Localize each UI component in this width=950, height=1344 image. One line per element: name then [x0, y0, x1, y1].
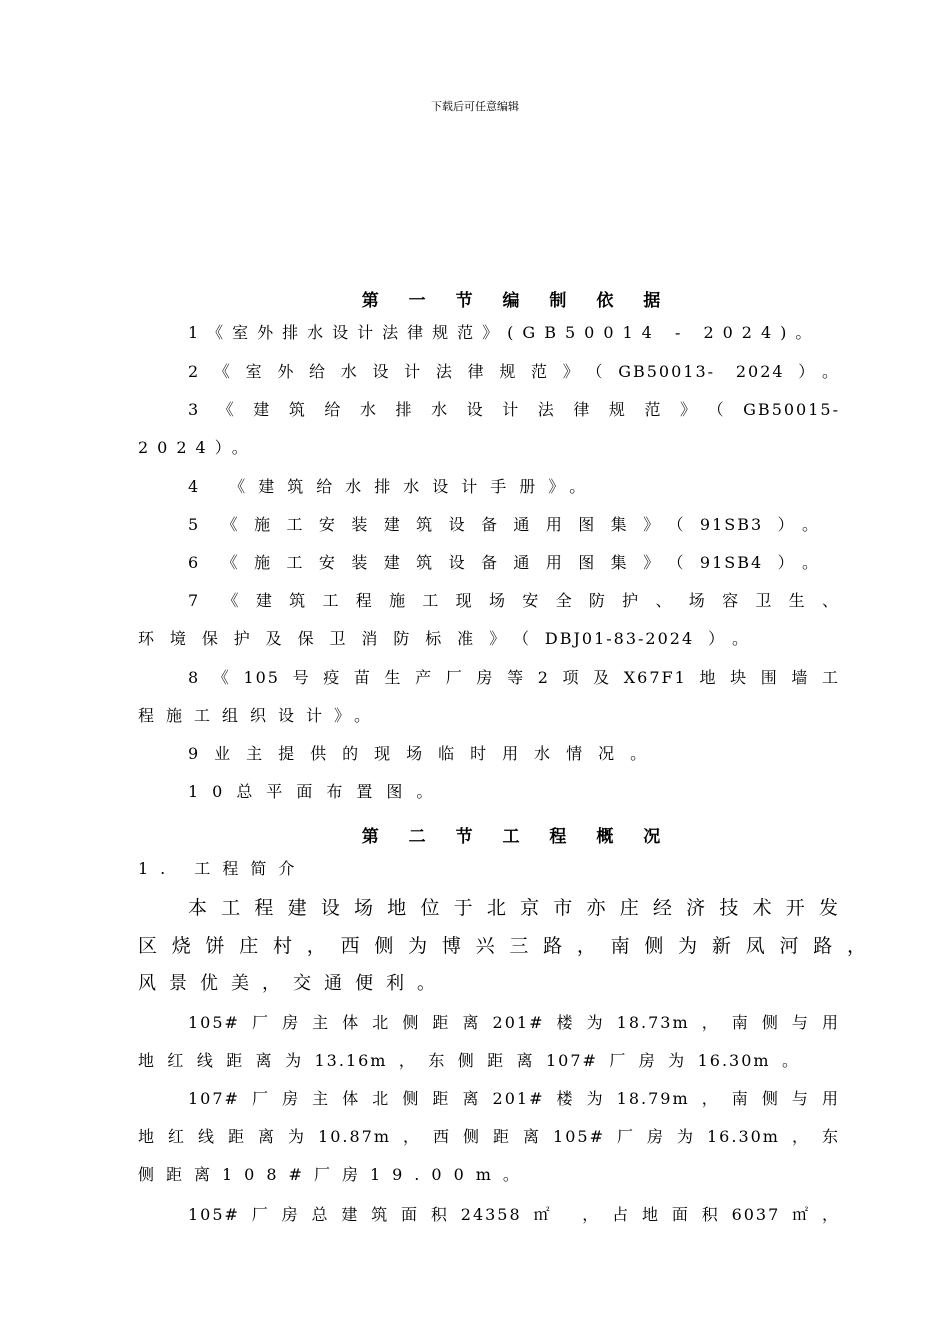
item-10: 10总平面布置图。: [188, 782, 447, 801]
paragraph-line-4: 105#厂房主体北侧距离201#楼为18.73m，南侧与用: [188, 1013, 840, 1032]
item-3: 3《建筑给水排水设计法律规范》（GB50015-: [188, 400, 840, 419]
section1-title: 第 一 节 编 制 依 据: [361, 291, 673, 311]
paragraph-line-3: 风景优美，交通便利。: [138, 973, 448, 994]
item-8-cont: 程施工组织设计》。: [138, 706, 383, 725]
paragraph-line-6: 107#厂房主体北侧距离201#楼为18.79m，南侧与用: [188, 1089, 840, 1108]
paragraph-line-5: 地红线距离为13.16m，东侧距离107#厂房为16.30m。: [138, 1051, 800, 1070]
paragraph-line-9: 105#厂房总建筑面积24358㎡ ，占地面积6037㎡，: [188, 1205, 840, 1224]
section2-title: 第 二 节 工 程 概 况: [361, 827, 673, 847]
paragraph-line-1: 本工程建设场地位于北京市亦庄经济技术开发: [188, 897, 840, 919]
section2-subtitle: 1. 工程简介: [138, 859, 307, 878]
page-header: 下载后可任意编辑: [431, 100, 519, 113]
item-8: 8《105号疫苗生产厂房等2项及X67F1地块围墙工: [188, 668, 840, 687]
item-7-cont: 环境保护及保卫消防标准》（DBJ01-83-2024）。: [138, 629, 750, 648]
item-5: 5 《施工安装建筑设备通用图集》（91SB3）。: [188, 515, 820, 534]
paragraph-line-7: 地红线距离为10.87m，西侧距离105#厂房为16.30m，东: [138, 1127, 840, 1146]
item-6: 6 《施工安装建筑设备通用图集》（91SB4）。: [188, 553, 820, 572]
item-9: 9业主提供的现场临时用水情况。: [188, 744, 663, 763]
paragraph-line-8: 侧距离108#厂房19.00m。: [138, 1165, 531, 1184]
item-1: 1《室外排水设计法律规范》(GB50014 - 2024)。: [188, 323, 821, 342]
item-7: 7 《建筑工程施工现场安全防护、场容卫生、: [188, 591, 840, 610]
item-2: 2《室外给水设计法律规范》（GB50013- 2024）。: [188, 362, 840, 381]
paragraph-line-2: 区烧饼庄村，西侧为博兴三路，南侧为新凤河路，: [138, 935, 868, 957]
item-4: 4 《建筑给水排水设计手册》。: [188, 477, 599, 496]
item-3-cont: 2024）。: [138, 438, 257, 457]
